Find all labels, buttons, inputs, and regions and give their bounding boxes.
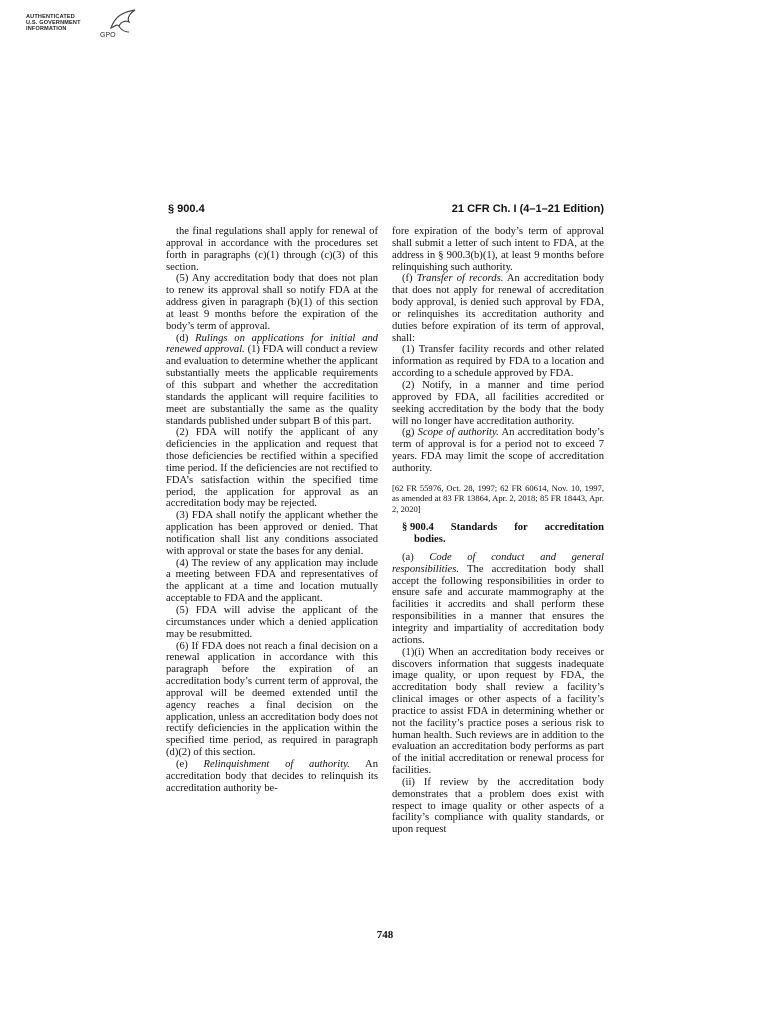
paragraph: (f) Transfer of records. An accreditation body that does not apply for renewal of accreditation body approval, is denied such approval by FDA, or relinquishes its accreditation authority and duties before expiration of its term of approval, shall: [392,273,604,344]
paragraph: (g) Scope of authority. An accreditation body’s term of approval is for a period not to exceed 7 years. FDA may limit the scope of accreditation authority. [392,427,604,474]
left-column [166,226,378,795]
paragraph: (1) Transfer facility records and other related information as required by FDA to a location and according to a schedule approved by FDA. [392,344,604,380]
paragraph: (a) Code of conduct and general responsibilities. The accreditation body shall accept the following responsibilities in order to ensure safe and accurate mammography at the facilities it accredits and shall perform these responsibilities in a manner that ensures the integrity and impartiality of accreditation body actions. [392,551,604,646]
gpo-mark: GPO [100,32,116,39]
right-column-paragraphs [392,226,604,475]
section-heading-word: Standards [450,522,498,534]
paragraph: (d) Rulings on applications for initial and renewed approval. (1) FDA will conduct a review and evaluation to determine whether the applicant substantially meets the applicable requirements of this subpart and whether the accreditation standards the applicant will require facilities to meet are substantially the same as the quality standards published under subpart B of this part. [166,332,379,427]
right-column-paragraphs [392,552,604,836]
section-heading-line [402,522,604,534]
paragraph-heading: Transfer of records. [416,273,504,285]
section-heading-number: § 900.4 [402,522,434,534]
seal-line: AUTHENTICATED [26,14,75,20]
section-number: § 900.4 [168,203,205,215]
page-number: 748 [376,929,394,941]
running-head [168,203,604,219]
paragraph: fore expiration of the body’s term of approval shall submit a letter of such intent to FDA, at the address in § 900.3(b)(1), at least 9 months before relinquishing such authority. [392,226,604,273]
seal-line: U.S. GOVERNMENT [26,20,81,26]
paragraph: (2) Notify, in a manner and time period approved by FDA, all facilities accredited or seeking accreditation by the body that the body will no longer have accreditation authority. [392,379,604,427]
section-heading-word: for [514,522,528,534]
paragraph-heading: Code of conduct and general responsibilities. [392,551,604,575]
paragraph: (6) If FDA does not reach a final decision on a renewal application in accordance with this paragraph before the expiration of an accreditation body’s current term of approval, the approval will be deemed extended until the agency reaches a final decision on the application, unless an accreditation body does not rectify deficiencies in the application within the specified time period, as required in paragraph (d)(2) of this section. [166,640,378,759]
section-heading-line: bodies. [414,534,446,546]
paragraph: (2) FDA will notify the applicant of any deficiencies in the application and request that those deficiencies be rectified within a specified time period. If the deficiencies are not rectified to FDA’s satisfaction within the specified time period, the application for approval as an accreditation body may be rejected. [166,427,378,510]
paragraph-heading: Relinquishment of authority. [203,758,350,770]
paragraph: (1)(i) When an accreditation body receives or discovers information that suggests inadequate image quality, or upon request by FDA, the accreditation body shall review a facility’s clinical images or other aspects of a facility’s practice to assist FDA in determining whether or not the facility’s practice poses a serious risk to human health. Such reviews are in addition to the evaluation an accreditation body performs as part of the initial accreditation or renewal process for facilities. [392,646,604,777]
gpo-authentication-seal [22,6,142,46]
paragraph: (4) The review of any application may include a meeting between FDA and representatives of the applicant at a time and location mutually acceptable to FDA and the applicant. [166,557,378,605]
right-column [392,226,604,836]
amendment-citation: [62 FR 55976, Oct. 28, 1997; 62 FR 60614, Nov. 10, 1997, as amended at 83 FR 13864, Apr. 2, 2018; 85 FR 18443, Apr. 2, 2020] [392,482,604,514]
paragraph: (e) Relinquishment of authority. An accreditation body that decides to relinquish its accreditation authority be- [166,758,379,794]
paragraph: the final regulations shall apply for renewal of approval in accordance with the procedures set forth in paragraphs (c)(1) through (c)(3) of this section. [166,226,378,273]
paragraph: (3) FDA shall notify the applicant whether the application has been approved or denied. That notification shall list any conditions associated with approval or state the bases for any denial. [166,510,378,557]
section-heading-word: accreditation [544,522,604,534]
paragraph-heading: Rulings on applications for initial and renewed approval. [166,332,378,356]
edition-label: 21 CFR Ch. I (4–1–21 Edition) [451,203,604,215]
seal-text [26,14,81,32]
seal-line: INFORMATION [26,26,67,32]
paragraph: (ii) If review by the accreditation body demonstrates that a problem does exist with respect to image quality or other aspects of a facility’s compliance with quality standards, or upon request [392,776,604,836]
paragraph: (5) Any accreditation body that does not plan to renew its approval shall so notify FDA at the address given in paragraph (b)(1) of this section at least 9 months before the expiration of the body’s term of approval. [166,273,378,332]
paragraph-heading: Scope of authority. [417,427,499,439]
section-heading [392,522,604,546]
paragraph: (5) FDA will advise the applicant of the circumstances under which a denied application may be resubmitted. [166,605,378,640]
